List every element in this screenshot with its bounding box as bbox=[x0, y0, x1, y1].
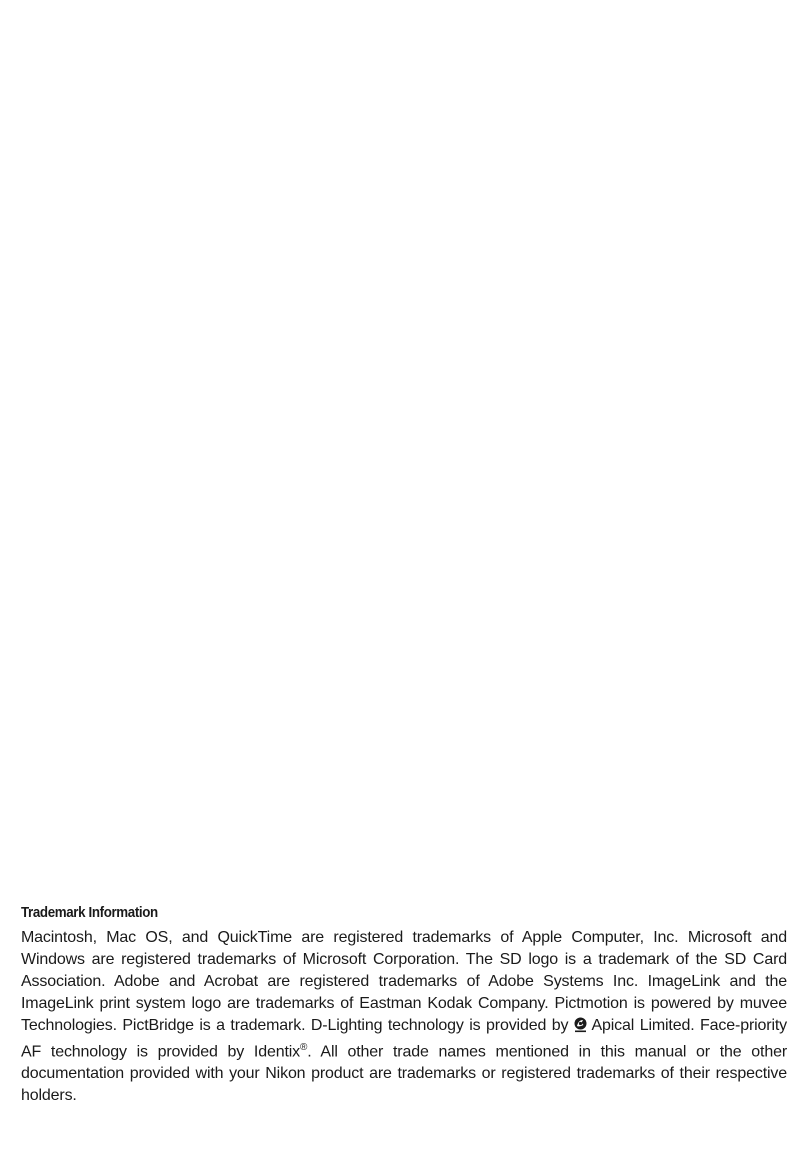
trademark-heading: Trademark Information bbox=[21, 905, 158, 921]
trademark-section bbox=[21, 903, 787, 1107]
trademark-text-part2: Apical Limited. Face-priority AF technology is provided by Identix bbox=[21, 1017, 787, 1061]
apical-logo-icon bbox=[574, 1017, 587, 1033]
trademark-text-part1: Macintosh, Mac OS, and QuickTime are registered trademarks of Apple Computer, Inc. Microsoft and Windows are registered trademarks of Microsoft Corporation. The SD logo is a trademark of the SD Card Association. Adobe and Acrobat are registered trademarks of Adobe Systems Inc. ImageLink and the ImageLink print system logo are trademarks of Eastman Kodak Company. Pictmotion is powered by muvee Technologies. PictBridge is a trademark. D-Lighting technology is provided by bbox=[21, 929, 787, 1034]
trademark-body bbox=[21, 927, 787, 1107]
registered-mark: ® bbox=[300, 1042, 308, 1053]
trademark-text-part3: . All other trade names mentioned in this manual or the other documentation provided with your Nikon product are trademarks or registered trademarks of their respective holders. bbox=[21, 1043, 787, 1105]
